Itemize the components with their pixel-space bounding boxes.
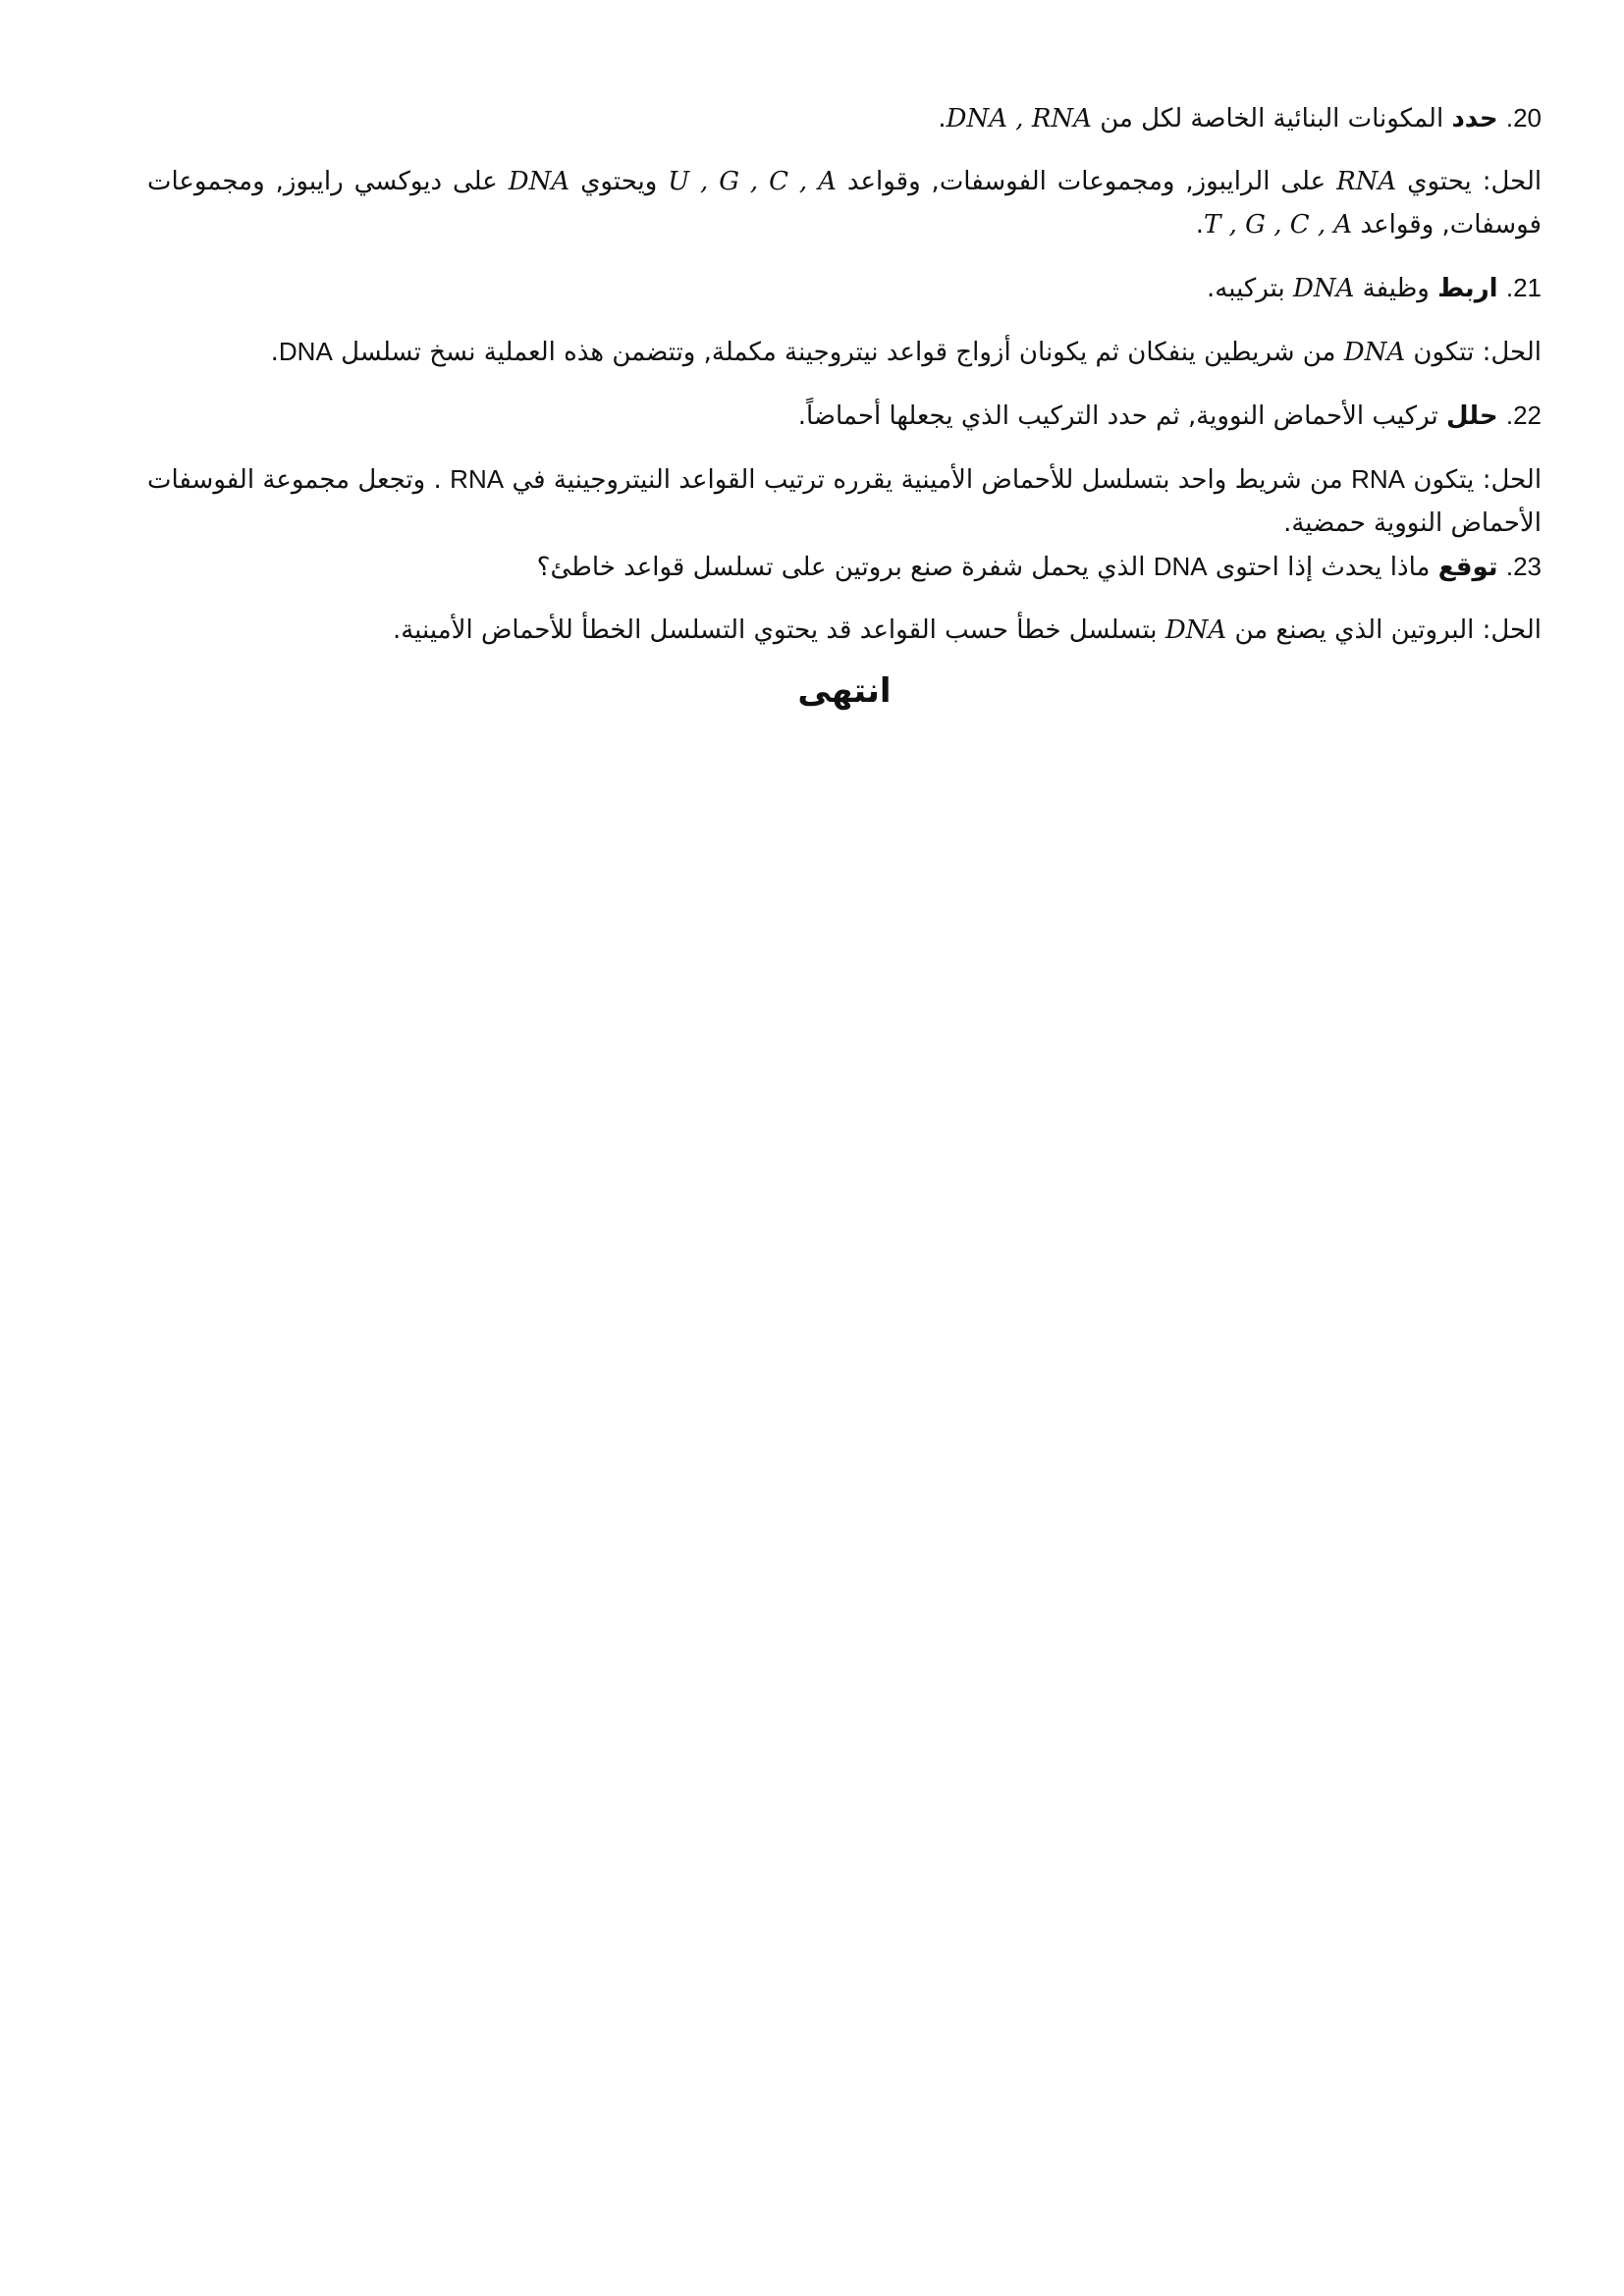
question-22	[147, 394, 1542, 438]
math-term: DNA	[508, 167, 570, 196]
latin-term: DNA	[278, 337, 333, 366]
math-term: RNA	[1336, 167, 1397, 196]
answer-label: الحل:	[1482, 465, 1543, 495]
question-text: ماذا يحدث إذا احتوى	[1215, 553, 1431, 582]
latin-term: RNA	[450, 464, 505, 494]
math-term: U , G , C , A	[668, 167, 837, 196]
answer-text: ويحتوي	[580, 167, 658, 196]
question-verb: اربط	[1437, 274, 1498, 303]
answer-21	[147, 330, 1542, 374]
question-23	[147, 545, 1542, 589]
question-number: 22.	[1505, 400, 1542, 430]
answer-punct: .	[1195, 210, 1205, 240]
answer-20	[147, 160, 1542, 246]
answer-label: الحل:	[1482, 338, 1542, 367]
question-number: 23.	[1505, 552, 1542, 581]
question-number: 21.	[1505, 273, 1542, 302]
latin-term: DNA	[1153, 552, 1208, 581]
question-text: وظيفة	[1362, 274, 1430, 303]
answer-text: من شريطين ينفكان ثم يكونان أزواج قواعد نيتروجينة مكملة, وتتضمن هذه العملية نسخ تسلسل	[341, 338, 1336, 367]
question-number: 20.	[1505, 103, 1542, 133]
math-term: DNA	[1293, 274, 1355, 303]
answer-text: على الرايبوز, ومجموعات الفوسفات, وقواعد	[846, 167, 1326, 196]
answer-punct: .	[270, 338, 279, 367]
question-verb: حلل	[1446, 401, 1498, 431]
answer-text: البروتين الذي يصنع من	[1234, 615, 1475, 645]
math-term: T , G , C , A	[1204, 210, 1353, 240]
question-punct: .	[938, 104, 947, 133]
answer-text: على ديوكسي رايبوز, ومجموعات فوسفات, وقواعد	[147, 167, 1542, 240]
question-verb: حدد	[1451, 104, 1498, 133]
question-20	[147, 96, 1542, 140]
answer-text: من شريط واحد بتسلسل للأحماض الأمينية يقرره ترتيب القواعد النيتروجينية في	[512, 465, 1343, 495]
question-text: تركيب الأحماض النووية, ثم حدد التركيب الذي يجعلها أحماضاً.	[797, 401, 1438, 431]
math-term: DNA	[1343, 338, 1406, 367]
answer-label: الحل:	[1482, 167, 1543, 196]
question-verb: توقع	[1437, 553, 1498, 582]
math-term: DNA , RNA	[946, 104, 1092, 133]
end-marker: انتهى	[797, 671, 892, 711]
answer-text: بتسلسل خطأ حسب القواعد قد يحتوي التسلسل الخطأ للأحماض الأمينية.	[392, 615, 1158, 645]
answer-text: تتكون	[1413, 338, 1475, 367]
question-text: الذي يحمل شفرة صنع بروتين على تسلسل قواعد خاطئ؟	[536, 553, 1146, 582]
answer-22	[147, 457, 1542, 545]
answer-label: الحل:	[1482, 615, 1542, 645]
question-21	[147, 266, 1542, 310]
document-page	[147, 96, 1542, 711]
answer-23	[147, 609, 1542, 652]
question-text: المكونات البنائية الخاصة لكل من	[1100, 104, 1444, 133]
question-text: بتركيبه.	[1207, 274, 1285, 303]
answer-text: . وتجعل مجموعة الفوسفات الأحماض النووية حمضية.	[147, 465, 1542, 538]
latin-term: RNA	[1351, 464, 1405, 494]
math-term: DNA	[1164, 615, 1227, 645]
answer-text: يحتوي	[1407, 167, 1472, 196]
answer-text: يتكون	[1413, 465, 1475, 495]
